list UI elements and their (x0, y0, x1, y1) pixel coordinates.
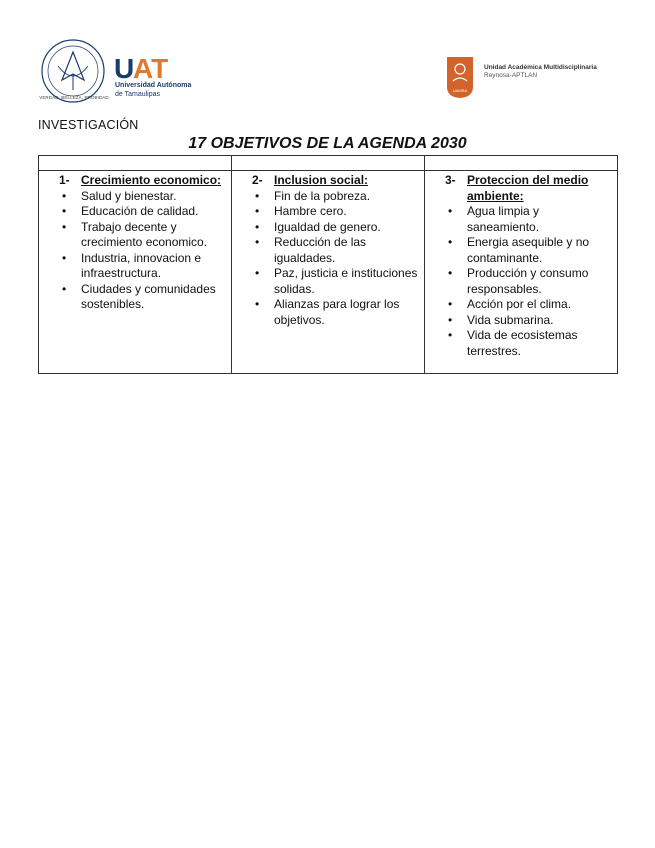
goal-list (445, 204, 611, 359)
list-item: • Hambre cero. (252, 204, 418, 220)
goal-number: 2- (252, 173, 263, 187)
list-item: • Ciudades y comunidades sostenibles. (59, 282, 225, 313)
table-cell (425, 156, 618, 171)
goal-list (59, 189, 225, 313)
unit-logo-text: UAMRA (452, 88, 468, 93)
uat-logo-icon (114, 55, 174, 81)
unit-logo-icon (445, 55, 475, 99)
goal-number: 1- (59, 173, 70, 187)
list-item: • Reducción de las igualdades. (252, 235, 418, 266)
university-subname: de Tamaulipas (115, 91, 161, 98)
goal-title: Proteccion del medio ambiente: (467, 173, 589, 203)
unit-name: Unidad Académica Multidisciplinaria (484, 64, 597, 71)
list-item: • Educación de calidad. (59, 204, 225, 220)
list-item: • Igualdad de genero. (252, 220, 418, 236)
list-item: • Fin de la pobreza. (252, 189, 418, 205)
goals-table (38, 155, 618, 374)
table-cell (232, 156, 425, 171)
svg-text:AT: AT (133, 55, 169, 81)
unit-subname: Reynosa-APTLAN (484, 72, 538, 79)
document-label: INVESTIGACIÓN (38, 118, 139, 132)
goal-heading (59, 173, 225, 189)
goal-cell-3 (425, 171, 618, 374)
university-name: Universidad Autónoma (115, 82, 192, 89)
list-item: • Trabajo decente y crecimiento economico. (59, 220, 225, 251)
page-header (0, 0, 655, 110)
table-header-row (39, 156, 618, 171)
list-item: • Vida de ecosistemas terrestres. (445, 328, 611, 359)
table-cell (39, 156, 232, 171)
list-item: • Energia asequible y no contaminante. (445, 235, 611, 266)
goal-cell-1 (39, 171, 232, 374)
list-item: • Salud y bienestar. (59, 189, 225, 205)
goal-cell-2 (232, 171, 425, 374)
goal-heading (252, 173, 418, 189)
goal-title: Inclusion social: (274, 173, 369, 187)
goal-heading (445, 173, 611, 204)
list-item: • Vida submarina. (445, 313, 611, 329)
list-item: • Acción por el clima. (445, 297, 611, 313)
list-item: • Producción y consumo responsables. (445, 266, 611, 297)
goal-number: 3- (445, 173, 456, 187)
list-item: • Paz, justicia e instituciones solidas. (252, 266, 418, 297)
goal-title: Crecimiento economico: (81, 173, 222, 187)
svg-text:U: U (114, 55, 135, 81)
list-item: • Alianzas para lograr los objetivos. (252, 297, 418, 328)
page-title: 17 OBJETIVOS DE LA AGENDA 2030 (188, 135, 467, 152)
list-item: • Agua limpia y saneamiento. (445, 204, 611, 235)
list-item: • Industria, innovacion e infraestructura. (59, 251, 225, 282)
table-row (39, 171, 618, 374)
goal-list (252, 189, 418, 329)
seal-caption: VERDAD, BELLEZA, PROBIDAD (39, 95, 109, 100)
